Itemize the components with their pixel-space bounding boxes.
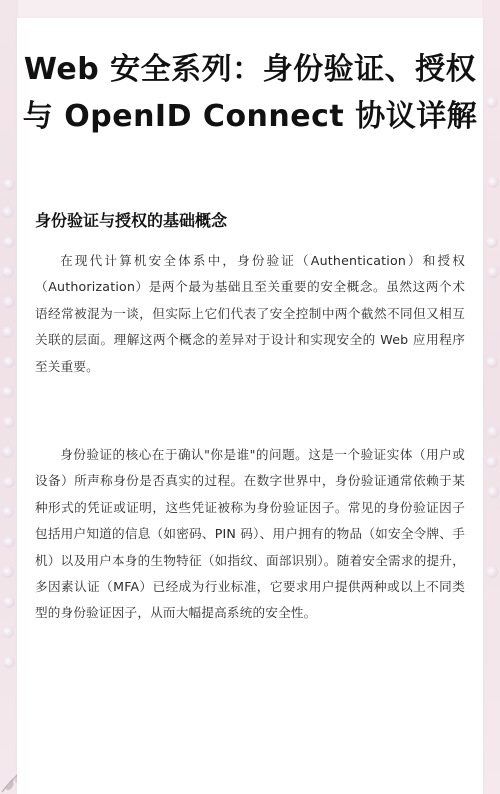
body-paragraph: 身份验证的核心在于确认"你是谁"的问题。这是一个验证实体（用户或设备）所声称身份是否真实的过程。在数字世界中，身份验证通常依赖于某种形式的凭证或证明，这些凭证被称为身份验证因子。常见的身份验证因子包括用户知道的信息（如密码、PIN 码）、用户拥有的物品（如安全令牌、手机）以及用户本身的生物特征（如指纹、面部识别）。随着安全需求的提升，多因素认证（MFA）已经成为行业标准，它要求用户提供两种或以上不同类型的身份验证因子，从而大幅提高系统的安全性。 bbox=[35, 447, 465, 621]
decorative-dot bbox=[486, 96, 498, 108]
page-title: Web 安全系列：身份验证、授权与 OpenID Connect 协议详解 bbox=[22, 52, 478, 134]
decorative-dot bbox=[486, 456, 498, 468]
decorative-dot bbox=[2, 326, 14, 338]
decorative-dot bbox=[2, 566, 14, 578]
decorative-dot bbox=[486, 356, 498, 368]
decorative-dot bbox=[3, 356, 15, 368]
decorative-dot bbox=[2, 206, 14, 218]
decorative-dot bbox=[2, 386, 14, 398]
decorative-dot bbox=[3, 476, 15, 488]
decorative-dot bbox=[3, 178, 15, 190]
right-background-strip bbox=[482, 0, 500, 794]
document-page bbox=[17, 18, 483, 794]
decorative-dot bbox=[487, 266, 499, 278]
decorative-dot bbox=[486, 236, 498, 248]
section-heading: 身份验证与授权的基础概念 bbox=[35, 211, 228, 230]
decorative-dot bbox=[487, 176, 499, 188]
decorative-dot bbox=[3, 296, 15, 308]
decorative-dot bbox=[2, 626, 14, 638]
decorative-dot bbox=[487, 426, 499, 438]
body-paragraph: 在现代计算机安全体系中，身份验证（Authentication）和授权（Authorization）是两个最为基础且至关重要的安全概念。虽然这两个术语经常被混为一谈，但实际上它们代表了安全控制中两个截然不同但又相互关联的层面。理解这两个概念的差异对于设计和实现安全的 Web 应用程序至关重要。 bbox=[35, 253, 465, 374]
decorative-dot bbox=[3, 656, 15, 668]
decorative-dot bbox=[487, 486, 499, 498]
decorative-dot bbox=[2, 446, 14, 458]
decorative-dot bbox=[3, 536, 15, 548]
decorative-dot bbox=[486, 566, 498, 578]
decorative-dot bbox=[2, 266, 14, 278]
decorative-dot bbox=[3, 416, 15, 428]
decorative-dot bbox=[3, 596, 15, 608]
decorative-dot bbox=[3, 236, 15, 248]
decorative-dot bbox=[2, 506, 14, 518]
